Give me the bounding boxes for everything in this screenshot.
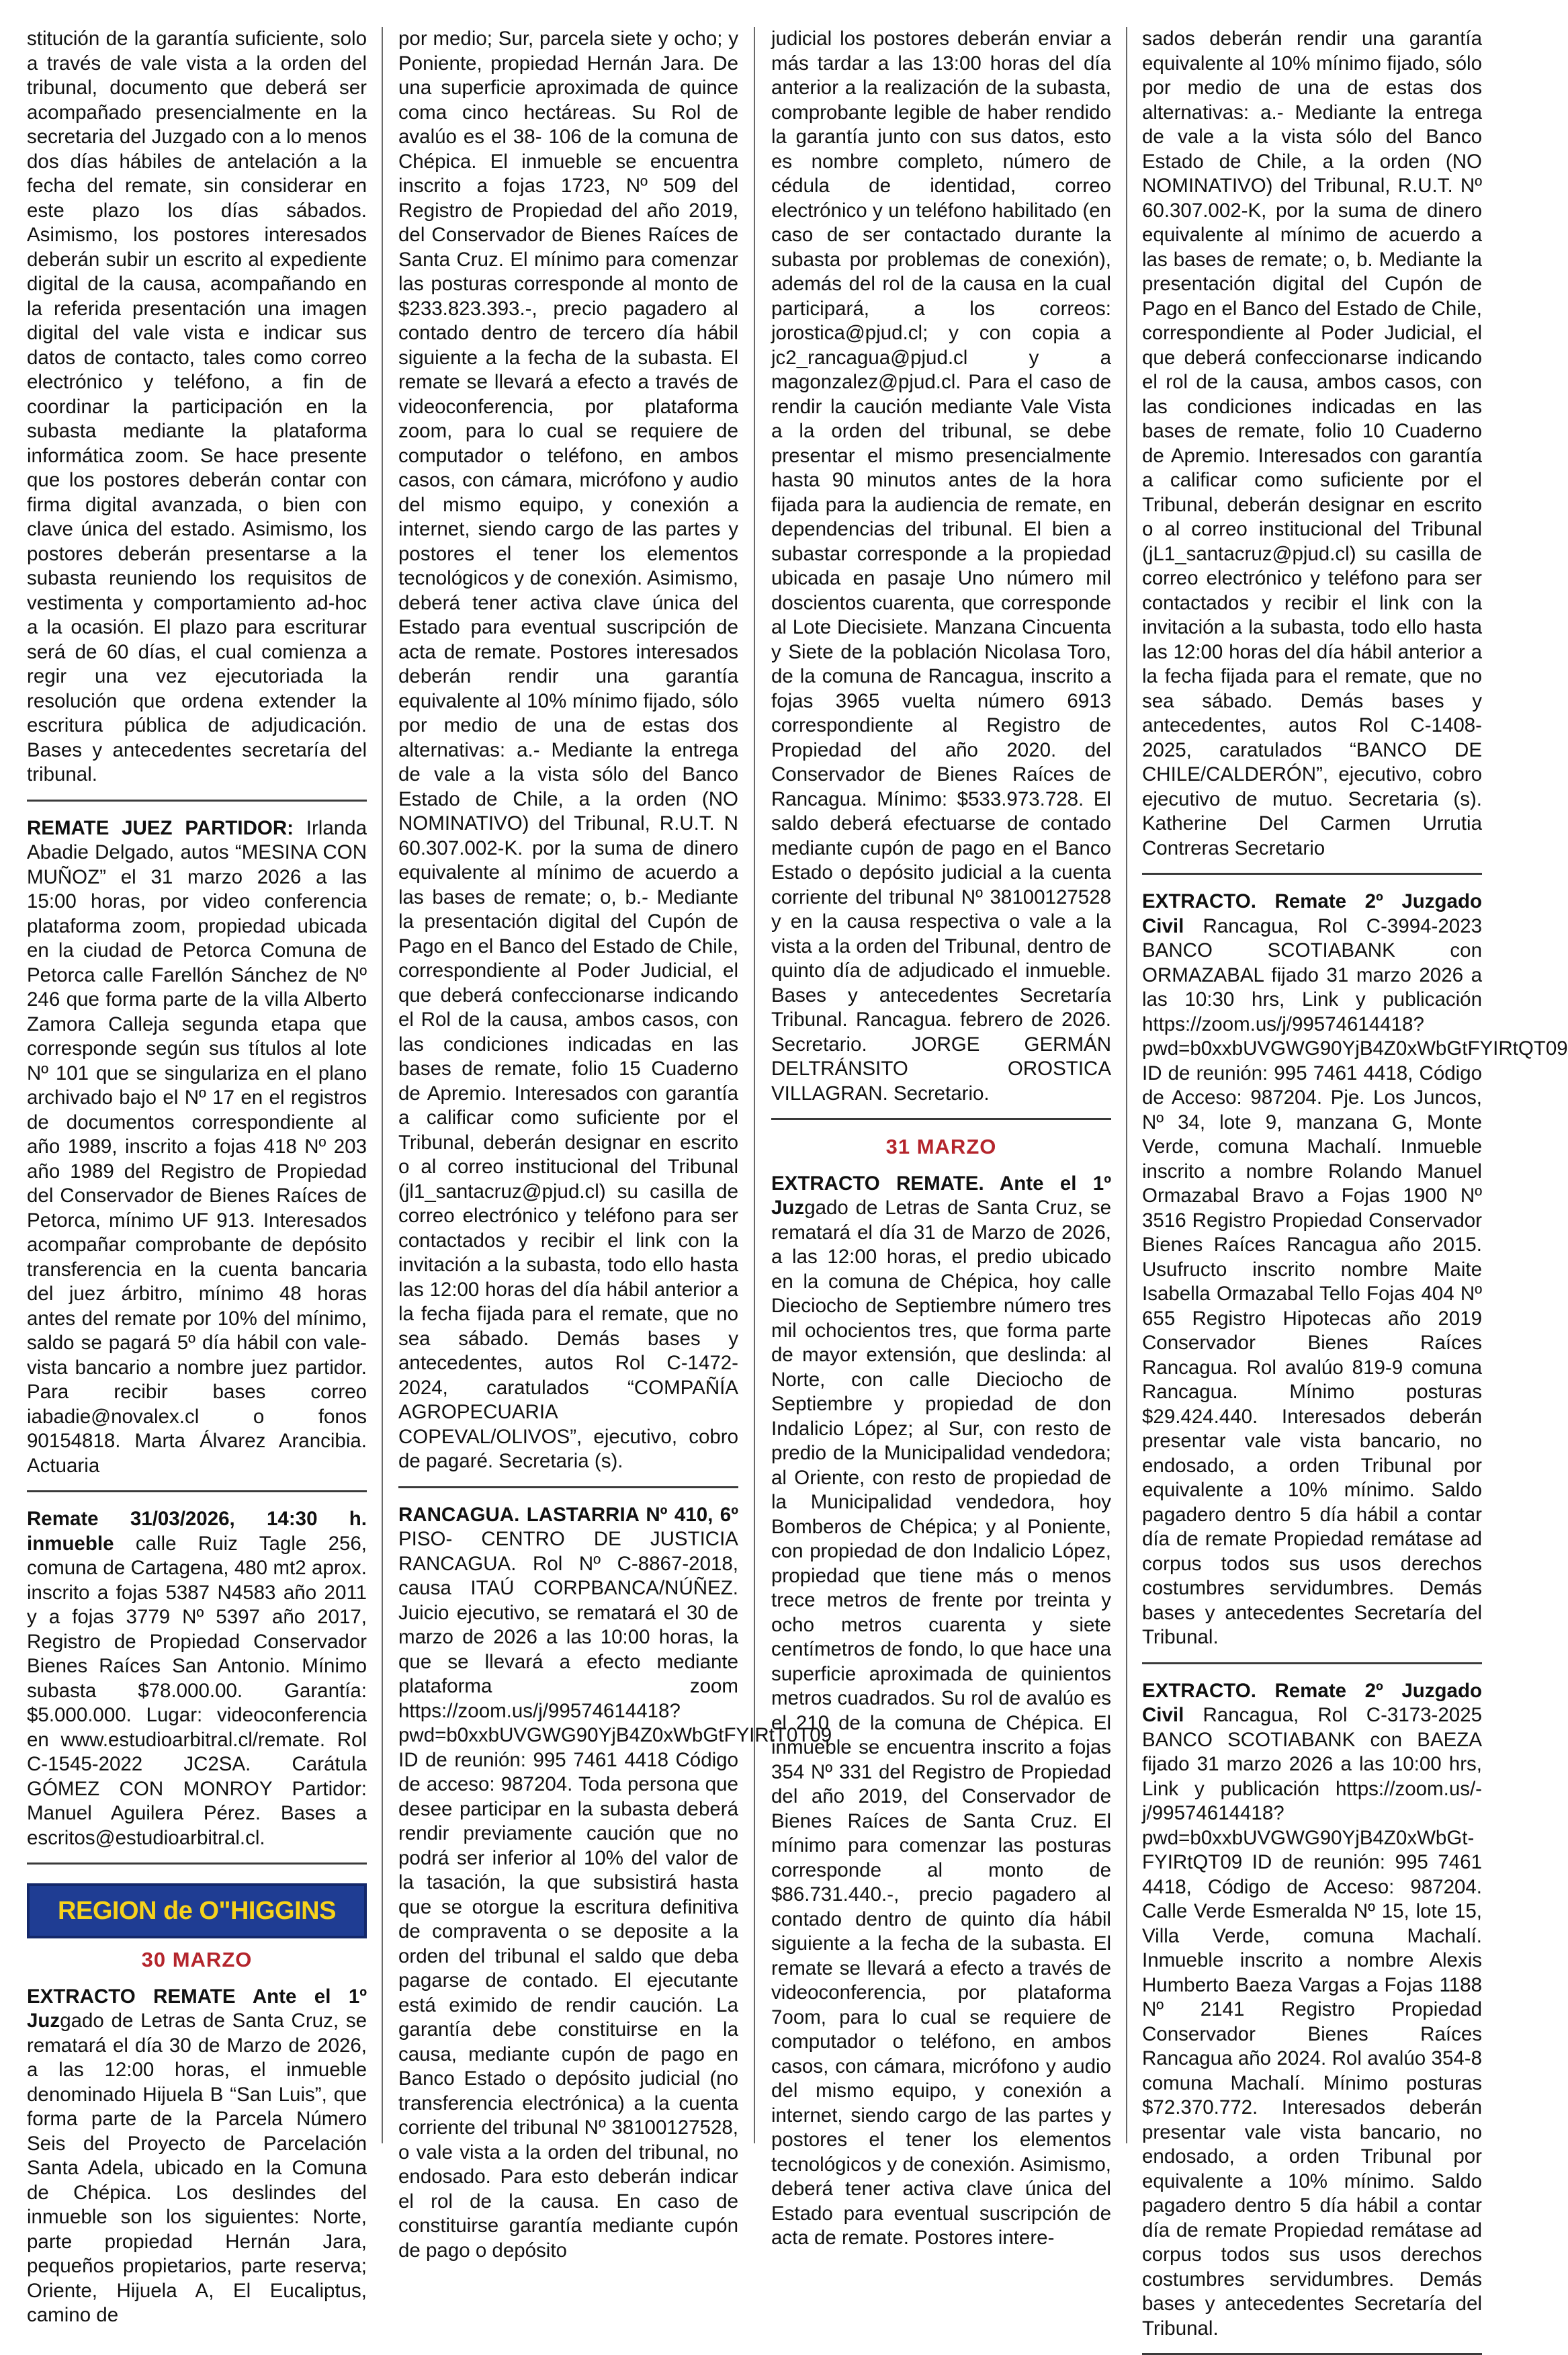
notice-divider bbox=[1142, 873, 1482, 875]
column-1 bbox=[27, 27, 367, 2326]
notice-text: por medio; Sur, parcela siete y ocho; y Poniente, propiedad Hernán Jara. De una superficie aproximada de quince coma cinco hectáreas. Su Rol de avalúo es el 38- 106 de la comuna de Chépica. El inmueble se encuentra inscrito a fojas 1723, Nº 509 del Registro de Propiedad del año 2019, del Conservador de Bienes Raíces de Santa Cruz. El mínimo para comenzar las posturas corresponde al monto de $233.823.393.-, precio pagadero al contado dentro de tercero día hábil siguiente a la fecha de la subasta. El remate se llevará a efecto a través de videoconferencia, por plataforma zoom, para lo cual se requiere de computador o teléfono, en ambos casos, con cámara, micrófono y audio del mismo equipo, y conexión a internet, siendo cargo de las partes y postores el tener los elementos tecnológicos y de conexión. Asimismo, deberá tener activa clave única del Estado para eventual suscripción de acta de remate. Postores interesados deberán rendir una garantía equivalente al 10% mínimo fijado, sólo por medio de una de estas dos alternativas: a.- Mediante la entrega de vale a la vista sólo del Banco Estado de Chile, a la orden (NO NOMINATIVO) del Tribunal, R.U.T. N 60.307.002-K. por la suma de dinero equivalente al mínimo de acuerdo a las bases de remate; o, b.- Mediante la presentación digital del Cupón de Pago en el Banco del Estado de Chile, correspondiente al Poder Judicial, el que deberá confeccionarse indicando el Rol de la causa, ambos casos, con las condiciones indicadas en las bases de remate, folio 15 Cuaderno de Apremio. Interesados con garantía a calificar como suficiente por el Tribunal, deberán designar en escrito o al correo institucional del Tribunal (jl1_santacruz@pjud.cl) su casilla de correo electrónico y teléfono para ser contactados y recibir el link con la invitación a la subasta, todo ello hasta las 12:00 horas del día hábil anterior a la fecha fijada para el remate, que no sea sábado. Demás bases y antecedentes, autos Rol C-1472-2024, caratulados “COMPAÑÍA AGROPECUARIA COPEVAL/OLIVOS”, ejecutivo, cobro de pagaré. Secretaria (s). bbox=[398, 28, 738, 1472]
notice-extracto-remate-chepica bbox=[27, 1985, 367, 2328]
notice-heading: EXTRACTO REMATE. Ante el 1º Juz bbox=[771, 1172, 1111, 1219]
date-heading: 30 MARZO bbox=[141, 1948, 253, 1971]
notice-divider bbox=[27, 800, 367, 802]
column-divider bbox=[754, 27, 755, 2143]
notice-remate-juez-partidor bbox=[27, 816, 367, 1479]
notice-extracto-ormazabal bbox=[1142, 890, 1568, 1650]
notice-continuation bbox=[398, 27, 738, 1474]
notice-heading: EXTRACTO REMATE Ante el 1º Juz bbox=[27, 1985, 367, 2032]
notice-heading: Remate 31/03/2026, 14:30 h. inmueble bbox=[27, 1508, 367, 1555]
notice-continuation bbox=[1142, 27, 1482, 861]
notice-continuation bbox=[27, 27, 367, 787]
notice-text: Rancagua, Rol C-3994-2023 BANCO SCOTIABANK con ORMAZABAL fijado 31 marzo 2026 a las 10:30 hrs, Link y publicación https://zoom.us/j/99574614418?pwd=b0xxbUVGWG90YjB4Z0xWbGtFYIRtQT09 ID de reunión: 995 7461 4418, Código de Acceso: 987204. Pje. Los Juncos, Nº 34, lote 9, manzana G, Monte Verde, comuna Machalí. Inmueble inscrito a nombre Rolando Manuel Ormazabal Bravo a Fojas 1900 Nº 3516 Registro Propiedad Conservador Bienes Raíces Rancagua año 2015. Usufructo inscrito nombre Maite Isabella Ormazabal Tello Fojas 404 Nº 655 Registro Hipotecas año 2019 Conservador Bienes Raíces Rancagua. Rol avalúo 819-9 comuna Rancagua. Mínimo posturas $29.424.440. Interesados deberán presentar vale vista bancario, no endosado, a orden Tribunal por equivalente a 10% mínimo. Saldo pagadero dentro 5 día hábil a contar día de remate Propiedad remátase ad corpus todos sus usos derechos costumbres servidumbres. Demás bases y antecedentes Secretaría del Tribunal. bbox=[1142, 914, 1568, 1648]
column-4 bbox=[1142, 27, 1568, 2340]
notice-rancagua-lastarria bbox=[398, 1503, 832, 2264]
notice-heading: REMATE JUEZ PARTIDOR: bbox=[27, 816, 294, 839]
notice-divider bbox=[27, 1862, 367, 1865]
notice-text: PISO- CENTRO DE JUSTICIA RANCAGUA. Rol Nº C-8867-2018, causa ITAÚ CORPBANCA/NÚÑEZ. Juicio ejecutivo, se rematará el 30 de marzo de 2026 a las 10:00 horas, la que se llevará a efecto mediante plataforma zoom https://zoom.us/j/99574614418?pwd=b0xxbUVGWG90YjB4Z0xWbGtFYIRtT0T09 ID de reunión: 995 7461 4418 Código de acceso: 987204. Toda persona que desee participar en la subasta deberá rendir previamente caución que no podrá ser inferior al 10% del valor de la tasación, la que subsistirá hasta que se otorgue la escritura definitiva de compraventa o se deposite a la orden del tribunal el saldo que deba pagarse de contado. El ejecutante está eximido de rendir caución. La garantía debe constituirse en la causa, mediante cupón de pago en Banco Estado o depósito judicial (no transferencia electrónica) a la cuenta corriente del tribunal Nº 38100127528, o vale vista a la orden del tribunal, no endosado. Para esto deberán indicar el rol de la causa. En caso de constituirse garantía mediante cupón de pago o depósito bbox=[398, 1528, 832, 2262]
column-divider bbox=[382, 27, 383, 2143]
column-2 bbox=[398, 27, 832, 2262]
notice-extracto-remate-santa-cruz bbox=[771, 1172, 1111, 2251]
notice-text: stitución de la garantía suficiente, solo a través de vale vista a la orden del tribunal, documento que deberá ser acompañado presencialmente en la secretaria del Juzgado con a lo menos dos días hábiles de antelación a la fecha del remate, sin considerar en este plazo los días sábados. Asimismo, los postores interesados deberán subir un escrito al expediente digital de la causa, acompañando en la referida presentación una imagen digital del vale vista e indicar sus datos de contacto, tales como correo electrónico y teléfono, a fin de coordinar la participación en la subasta mediante la plataforma informática zoom. Se hace presente que los postores deberán contar con firma digital avanzada, o bien con clave única del estado. Asimismo, los postores deberán presentarse a la subasta reuniendo los requisitos de vestimenta y comportamiento ad-hoc a la ocasión. El plazo para escriturar será de 60 días, el cual comienza a regir una vez ejecutoriada la resolución que ordena extender la escritura pública de adjudicación. Bases y antecedentes secretaría del tribunal. bbox=[27, 28, 367, 785]
notice-divider bbox=[771, 1118, 1111, 1120]
notice-divider bbox=[1142, 1662, 1482, 1664]
notice-extracto-baeza bbox=[1142, 1679, 1482, 2342]
notice-remate-cartagena bbox=[27, 1507, 367, 1850]
notice-heading: EXTRACTO. Remate 2º Juzgado Civil bbox=[1142, 1679, 1482, 1726]
notice-divider bbox=[398, 1486, 738, 1488]
notice-heading: RANCAGUA. LASTARRIA Nº 410, 6º bbox=[398, 1503, 738, 1526]
region-banner-title: REGION de O"HIGGINS bbox=[58, 1896, 336, 1925]
date-heading: 31 MARZO bbox=[885, 1135, 997, 1158]
notice-text: Rancagua, Rol C-3173-2025 BANCO SCOTIABANK con BAEZA fijado 31 marzo 2026 a las 10:00 hrs, Link y publicación https://zoom.us/-j/99574614418?pwd=b0xxbUVGWG90YjB4Z0xWbGt-FYIRtQT09 ID de reunión: 995 7461 4418, Código de Acceso: 987204. Calle Verde Esmeralda Nº 15, lote 15, Villa Verde, comuna Machalí. Inmueble inscrito a nombre Alexis Humberto Baeza Vargas a Fojas 1188 Nº 2141 Registro Propiedad Conservador Bienes Raíces Rancagua año 2024. Rol avalúo 354-8 comuna Machalí. Mínimo posturas $72.370.772. Interesados deberán presentar vale vista bancario, no endosado, a orden Tribunal por equivalente a 10% mínimo. Saldo pagadero dentro 5 día hábil a contar día de remate Propiedad remátase ad corpus todos sus usos derechos costumbres servidumbres. Demás bases y antecedentes Secretaría del Tribunal. bbox=[1142, 1704, 1482, 2340]
column-divider bbox=[1126, 27, 1127, 2143]
notice-text: gado de Letras de Santa Cruz, se rematará el día 31 de Marzo de 2026, a las 12:00 horas, el predio ubicado en la comuna de Chépica, hoy calle Dieciocho de Septiembre número tres mil ochocientos tres, que forma parte de mayor extensión, que deslinda: al Norte, con calle Dieciocho de Septiembre y propiedad de don Indalicio López; al Sur, con resto de predio de la Municipalidad vendedora; al Oriente, con resto de propiedad de la Municipalidad vendedora, hoy Bomberos de Chépica; y al Poniente, con propiedad de don Indalicio López, propiedad que tiene más o menos trece metros de frente por treinta y ocho metros cuarenta y siete centímetros de fondo, lo que hace una superficie aproximada de quinientos metros cuadrados. Su rol de avalúo es el 210 de la comuna de Chépica. El inmueble se encuentra inscrito a fojas 354 Nº 331 del Registro de Propiedad del año 2019, del Conservador de Bienes Raíces de Santa Cruz. El mínimo para comenzar las posturas corresponde al monto de $86.731.440.-, precio pagadero al contado dentro de quinto día hábil siguiente a la fecha de la subasta. El remate se llevará a efecto a través de videoconferencia, por plataforma 7oom, para lo cual se requiere de computador o teléfono, en ambos casos, con cámara, micrófono y audio del mismo equipo, y conexión a internet, siendo cargo de las partes y postores el tener los elementos tecnológicos y de conexión. Asimismo, deberá tener activa clave única del Estado para eventual suscripción de acta de remate. Postores intere- bbox=[771, 1197, 1111, 2249]
notice-text: Irlanda Abadie Delgado, autos “MESINA CON MUÑOZ” el 31 marzo 2026 a las 15:00 horas, por video conferencia plataforma zoom, propiedad ubicada en la ciudad de Petorca Comuna de Petorca calle Farellón Sánchez de Nº 246 que forma parte de la villa Alberto Zamora Calleja segunda etapa que corresponde según sus títulos al lote Nº 101 que se singulariza en el plano archivado bajo el Nº 17 en el registros de documentos correspondiente al año 1989, inscrito a fojas 418 Nº 203 año 1989 del Registro de Propiedad del Conservador de Bienes Raíces de Petorca, mínimo UF 913. Interesados acompañar comprobante de depósito transferencia en la cuenta bancaria del juez árbitro, mínimo 48 horas antes del remate por 10% del mínimo, saldo se pagará 5º día hábil con vale-vista bancario a nombre juez partidor. Para recibir bases correo iabadie@novalex.cl o fonos 90154818. Marta Álvarez Arancibia. Actuaria bbox=[27, 816, 367, 1477]
notice-text: sados deberán rendir una garantía equivalente al 10% mínimo fijado, sólo por medio de una de estas dos alternativas: a.- Mediante la entrega de vale a la vista sólo del Banco Estado de Chile, a la orden (NO NOMINATIVO) del Tribunal, R.U.T. Nº 60.307.002-K, por la suma de dinero equivalente al mínimo de acuerdo a las bases de remate; o, b. Mediante la presentación digital del Cupón de Pago en el Banco del Estado de Chile, correspondiente al Poder Judicial, el que deberá confeccionarse indicando el rol de la causa, ambos casos, con las condiciones indicadas en las bases de remate, folio 10 Cuaderno de Apremio. Interesados con garantía a calificar como suficiente por el Tribunal, deberán designar en escrito o al correo institucional del Tribunal (jL1_santacruz@pjud.cl) su casilla de correo electrónico y teléfono para ser contactados y recibir el link con la invitación a la subasta, todo ello hasta las 12:00 horas del día hábil anterior a la fecha fijada para el remate, que no sea sábado. Demás bases y antecedentes, autos Rol C-1408-2025, caratulados “BANCO DE CHILE/CALDERÓN”, ejecutivo, cobro ejecutivo de mutuo. Secretaria (s). Katherine Del Carmen Urrutia Contreras Secretario bbox=[1142, 28, 1482, 859]
column-3 bbox=[771, 27, 1111, 2249]
notice-text: calle Ruiz Tagle 256, comuna de Cartagena, 480 mt2 aprox. inscrito a fojas 5387 N4583 año 2011 y a fojas 3779 Nº 5397 año 2017, Registro de Propiedad Conservador Bienes Raíces San Antonio. Mínimo subasta $78.000.00. Garantía: $5.000.000. Lugar: videoconferencia en www.estudioarbitral.cl/remate. Rol C-1545-2022 JC2SA. Carátula GÓMEZ CON MONROY Partidor: Manuel Aguilera Pérez. Bases a escritos@estudioarbitral.cl. bbox=[27, 1532, 367, 1849]
notice-divider bbox=[27, 1490, 367, 1492]
notice-text: gado de Letras de Santa Cruz, se rematará el día 30 de Marzo de 2026, a las 12:00 horas, el inmueble denominado Hijuela B “San Luis”, que forma parte de la Parcela Número Seis del Proyecto de Parcelación Santa Adela, ubicado en la Comuna de Chépica. Los deslindes del inmueble son los siguientes: Norte, parte propiedad Hernán Jara, pequeños propietarios, parte reserva; Oriente, Hijuela A, El Eucaliptus, camino de bbox=[27, 2010, 367, 2326]
region-banner bbox=[27, 1883, 367, 1938]
notice-heading: EXTRACTO. Remate 2º Juzgado Civil bbox=[1142, 890, 1482, 937]
notice-continuation bbox=[771, 27, 1111, 1106]
notice-text: judicial los postores deberán enviar a más tardar a las 13:00 horas del día anterior a la realización de la subasta, comprobante legible de haber rendido la garantía junto con sus datos, esto es nombre completo, número de cédula de identidad, correo electrónico y un teléfono habilitado (en caso de ser contactado durante la subasta por problemas de conexión), además del rol de la causa en la cual participará, a los correos: jorostica@pjud.cl; y con copia a jc2_rancagua@pjud.cl y a magonzalez@pjud.cl. Para el caso de rendir la caución mediante Vale Vista a la orden del tribunal, se debe presentar el mismo presencialmente hasta 90 minutos antes de la hora fijada para la audiencia de remate, en dependencias del tribunal. El bien a subastar corresponde a la propiedad ubicada en pasaje Uno número mil doscientos cuarenta, que corresponde al Lote Diecisiete. Manzana Cincuenta y Siete de la población Nicolasa Toro, de la comuna de Rancagua, inscrito a fojas 3965 vuelta número 6913 correspondiente al Registro de Propiedad del año 2020. del Conservador de Bienes Raíces de Rancagua. Mínimo: $533.973.728. El saldo deberá efectuarse de contado mediante cupón de pago en el Banco Estado o depósito judicial a la cuenta corriente del tribunal Nº 38100127528 y en la causa respectiva o vale a la vista a la orden del Tribunal, dentro de quinto día de adjudicado el inmueble. Bases y antecedentes Secretaría Tribunal. Rancagua. febrero de 2026. Secretario. JORGE GERMÁN DELTRÁNSITO OROSTICA VILLAGRAN. Secretario. bbox=[771, 28, 1111, 1105]
